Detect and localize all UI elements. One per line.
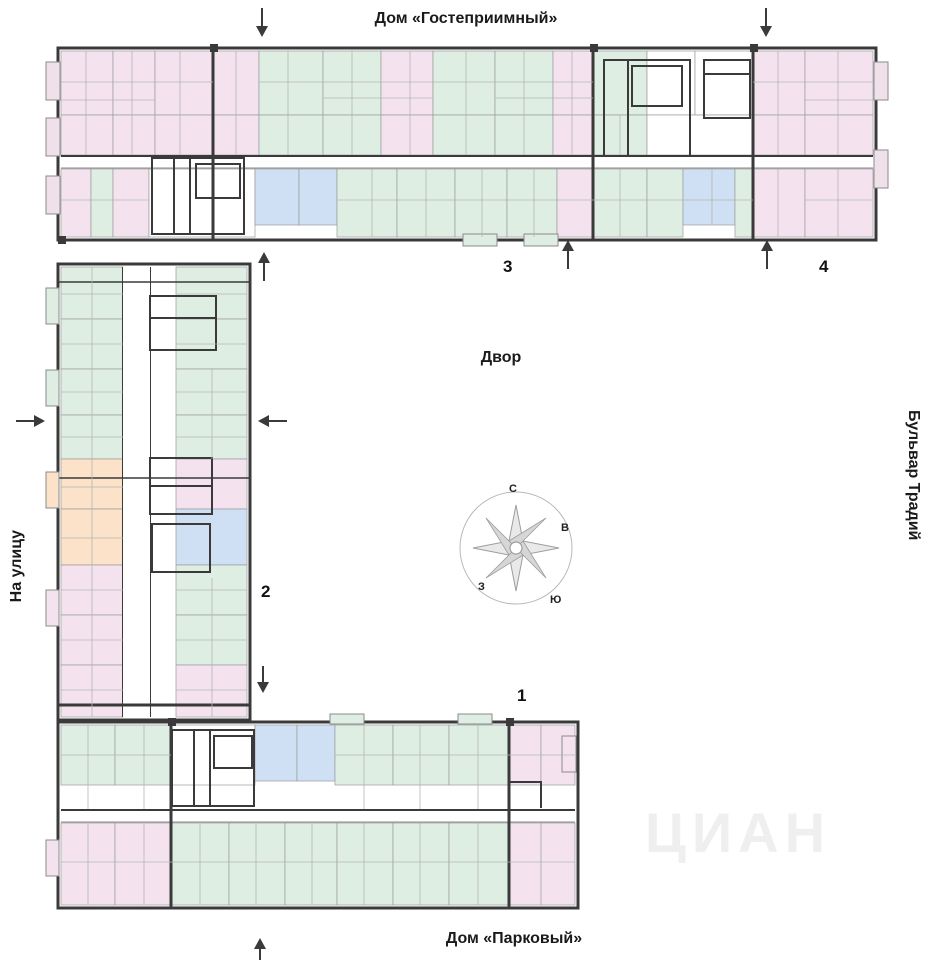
entrance-arrow-courtyard-2-stem	[567, 251, 569, 269]
entrance-arrow-bottom-1	[254, 938, 266, 949]
compass-label-north: С	[509, 483, 517, 495]
label-house-parkovy: Дом «Парковый»	[445, 930, 583, 947]
section-number-4[interactable]: 4	[819, 257, 829, 276]
entrance-arrow-courtyard-1	[258, 252, 270, 263]
entrance-arrow-top-2	[760, 26, 772, 37]
compass-label-east: В	[561, 522, 569, 534]
entrance-arrow-courtyard-4	[258, 415, 269, 427]
entrance-arrow-courtyard-2	[562, 240, 574, 251]
section-number-3[interactable]: 3	[503, 257, 513, 276]
entrance-arrow-street-left-stem	[16, 420, 34, 422]
entrance-arrow-bottom-1-stem	[259, 949, 261, 960]
section-number-2[interactable]: 2	[261, 582, 271, 601]
entrance-arrow-top-1	[256, 26, 268, 37]
label-house-gostepriimny: Дом «Гостеприимный»	[374, 10, 558, 27]
entrance-arrow-courtyard-1-stem	[263, 263, 265, 281]
compass-label-west: З	[478, 581, 485, 593]
label-to-street: На улицу	[8, 530, 25, 603]
entrance-arrow-top-1-stem	[261, 8, 263, 28]
entrance-arrow-top-2-stem	[765, 8, 767, 28]
section-number-1[interactable]: 1	[517, 686, 527, 705]
wing-west	[46, 264, 250, 720]
entrance-arrow-courtyard-5	[257, 682, 269, 693]
wing-north	[46, 48, 888, 246]
label-courtyard: Двор	[480, 349, 522, 366]
label-boulevard-tradiy: Бульвар Традий	[905, 410, 922, 541]
entrance-arrow-courtyard-4-stem	[269, 420, 287, 422]
entrance-arrow-street-left	[34, 415, 45, 427]
cian-watermark: ЦИАН	[645, 801, 832, 864]
entrance-arrow-courtyard-3-stem	[766, 251, 768, 269]
compass-rose	[457, 483, 575, 607]
entrance-arrow-courtyard-3	[761, 240, 773, 251]
wing-south	[46, 714, 578, 908]
compass-label-south: Ю	[550, 594, 562, 606]
